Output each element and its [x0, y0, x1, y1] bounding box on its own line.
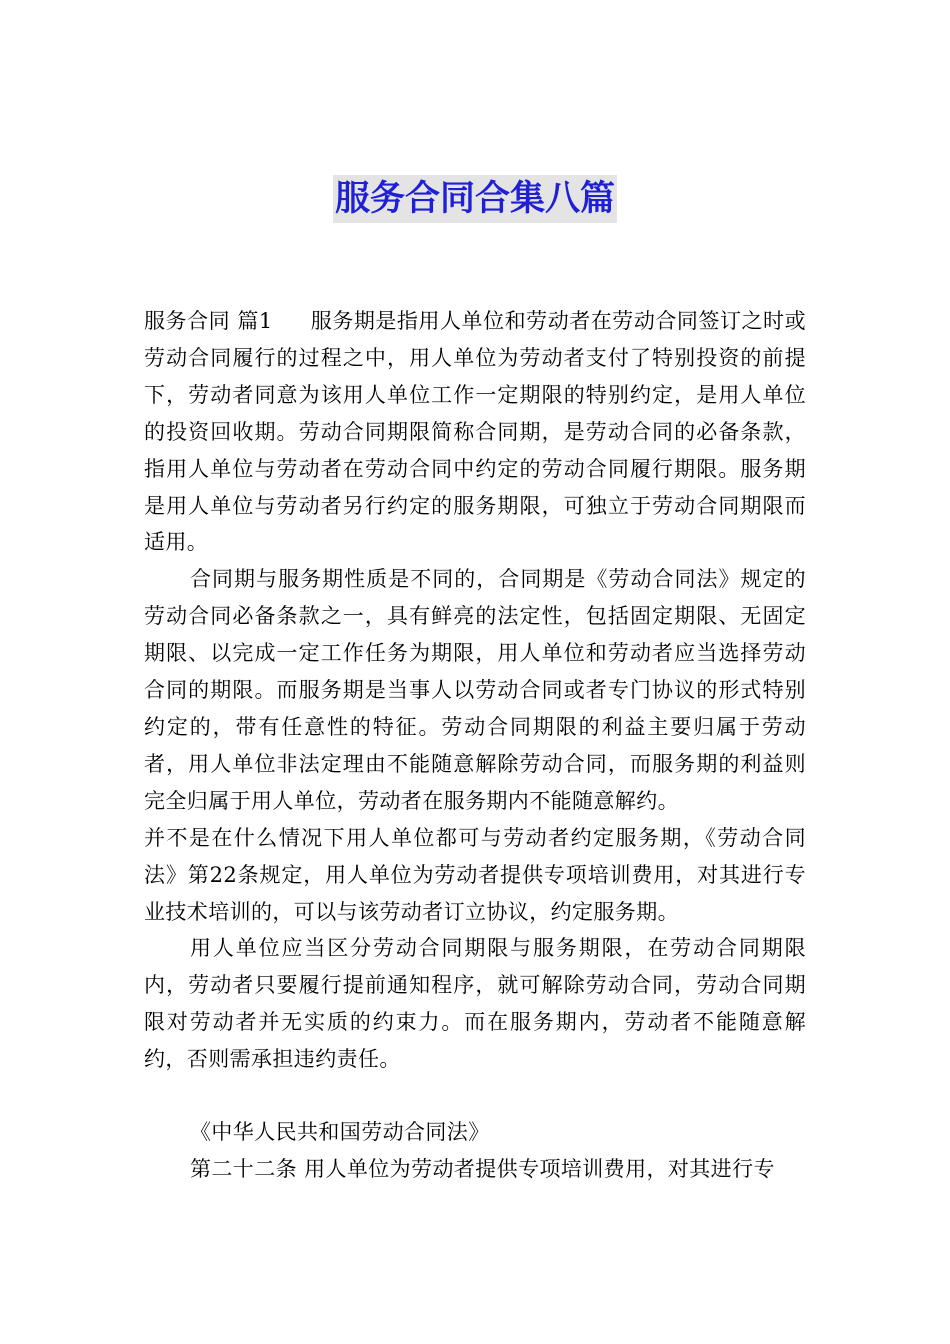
- paragraph-3: 并不是在什么情况下用人单位都可与劳动者约定服务期，《劳动合同法》第22条规定，用人单位为劳动者提供专项培训费用，对其进行专业技术培训的，可以与该劳动者订立协议，约定服务期。: [144, 825, 806, 924]
- paragraph-4: 用人单位应当区分劳动合同期限与服务期限，在劳动合同期限内，劳动者只要履行提前通知程序，就可解除劳动合同，劳动合同期限对劳动者并无实质的约束力。而在服务期内，劳动者不能随意解约，否则需承担违约责任。: [144, 936, 806, 1072]
- paragraph-1: [144, 303, 806, 561]
- paragraph-spacer: [144, 1078, 806, 1114]
- law-citation: 《中华人民共和国劳动合同法》: [190, 1120, 490, 1145]
- paragraph-2: 合同期与服务期性质是不同的，合同期是《劳动合同法》规定的劳动合同必备条款之一，具有鲜亮的法定性，包括固定期限、无固定期限、以完成一定工作任务为期限，用人单位和劳动者应当选择劳动合同的期限。而服务期是当事人以劳动合同或者专门协议的形式特别约定的，带有任意性的特征。劳动合同期限的利益主要归属于劳动者，用人单位非法定理由不能随意解除劳动合同，而服务期的利益则完全归属于用人单位，劳动者在服务期内不能随意解约。: [144, 567, 806, 813]
- article-22: 第二十二条 用人单位为劳动者提供专项培训费用，对其进行专: [190, 1156, 775, 1181]
- title-container: [0, 175, 950, 223]
- section-heading: 服务合同 篇1: [144, 309, 273, 333]
- paragraph-1-text: 服务期是指用人单位和劳动者在劳动合同签订之时或劳动合同履行的过程之中，用人单位为劳动者支付了特别投资的前提下，劳动者同意为该用人单位工作一定期限的特别约定，是用人单位的投资回收期。劳动合同期限简称合同期，是劳动合同的必备条款，指用人单位与劳动者在劳动合同中约定的劳动合同履行期限。服务期是用人单位与劳动者另行约定的服务期限，可独立于劳动合同期限而适用。: [144, 309, 806, 555]
- document-body: [144, 303, 806, 1188]
- document-title: 服务合同合集八篇: [333, 175, 617, 223]
